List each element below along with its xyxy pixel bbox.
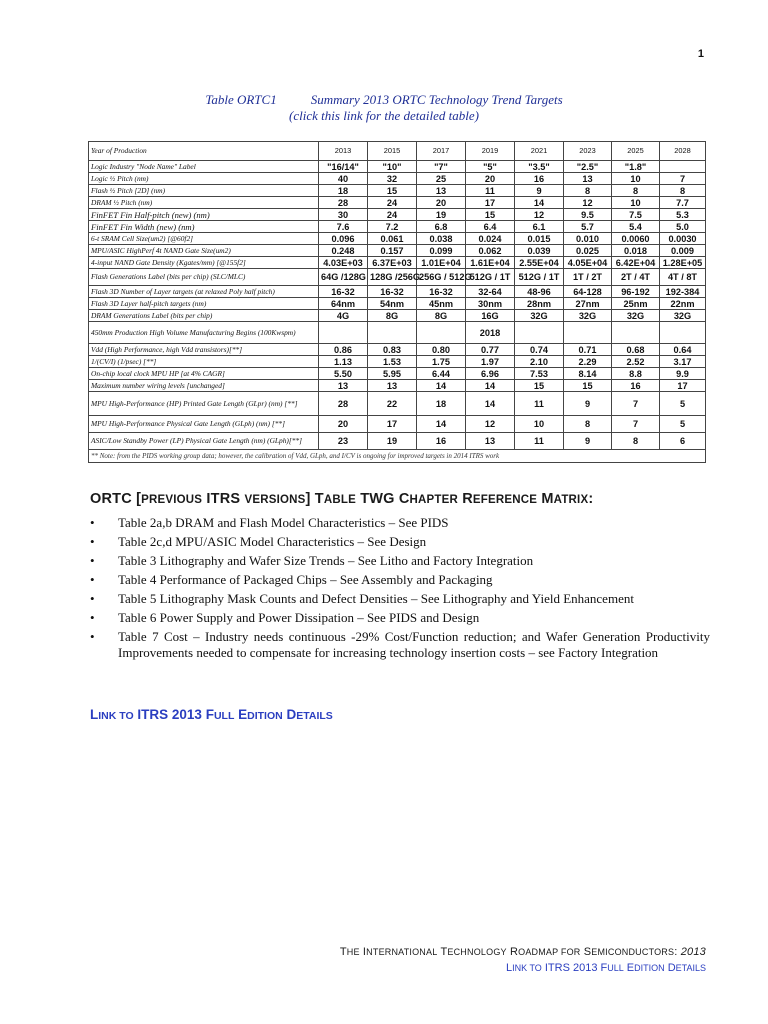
table-cell: "3.5" (515, 161, 564, 173)
row-label: 4-input NAND Gate Density (Kgates/mm) [@155f2] (89, 257, 319, 269)
table-cell: 8 (564, 416, 612, 433)
table-cell: 4.05E+04 (564, 257, 612, 269)
table-cell: 0.0030 (660, 233, 706, 245)
table-row (89, 221, 706, 233)
table-cell: 1.28E+05 (660, 257, 706, 269)
table-cell: 0.157 (368, 245, 417, 257)
table-cell: 12 (515, 209, 564, 221)
table-cell: 0.68 (612, 344, 660, 356)
table-cell: 14 (466, 392, 515, 416)
table-cell: 10 (515, 416, 564, 433)
row-label: FinFET Fin Width (new) (nm) (89, 221, 319, 233)
table-cell (660, 161, 706, 173)
table-cell: 512G / 1T (515, 269, 564, 286)
table-cell: 2.55E+04 (515, 257, 564, 269)
row-label: Flash Generations Label (bits per chip) (SLC/MLC) (89, 269, 319, 286)
table-cell: 0.096 (319, 233, 368, 245)
table-cell: 0.009 (660, 245, 706, 257)
row-label: Vdd (High Performance, high Vdd transistors)[**] (89, 344, 319, 356)
year-cell: 2017 (417, 142, 466, 161)
table-row (89, 433, 706, 450)
table-cell: 9 (564, 392, 612, 416)
table-cell: 256G / 512G (417, 269, 466, 286)
table-cell: 12 (564, 197, 612, 209)
table-cell: 32 (368, 173, 417, 185)
table-cell: 0.039 (515, 245, 564, 257)
table-cell: 27nm (564, 298, 612, 310)
table-cell: "2.5" (564, 161, 612, 173)
table-cell: 5.0 (660, 221, 706, 233)
table-cell: 19 (368, 433, 417, 450)
table-cell: 20 (466, 173, 515, 185)
table-cell (660, 322, 706, 344)
list-item: • Table 5 Lithography Mask Counts and Defect Densities – See Lithography and Yield Enhancement (90, 589, 710, 608)
table-cell: 64G /128G (319, 269, 368, 286)
table-cell: "10" (368, 161, 417, 173)
table-cell: 20 (417, 197, 466, 209)
table-header-row (89, 142, 706, 161)
table-cell: "5" (466, 161, 515, 173)
table-cell: 54nm (368, 298, 417, 310)
table-cell: 9.5 (564, 209, 612, 221)
table-cell: 14 (515, 197, 564, 209)
table-cell: 96-192 (612, 286, 660, 298)
table-cell: 1.13 (319, 356, 368, 368)
table-row (89, 344, 706, 356)
table-cell: 2018 (466, 322, 515, 344)
table-cell: 8 (660, 185, 706, 197)
table-cell: 3.17 (660, 356, 706, 368)
table-cell: 20 (319, 416, 368, 433)
table-cell: 16-32 (417, 286, 466, 298)
table-row (89, 356, 706, 368)
table-cell: 13 (319, 380, 368, 392)
table-cell: 32G (515, 310, 564, 322)
table-cell: 22 (368, 392, 417, 416)
table-cell: 8G (368, 310, 417, 322)
table-cell: 0.0060 (612, 233, 660, 245)
table-cell (368, 322, 417, 344)
table-row (89, 368, 706, 380)
table-cell: 40 (319, 173, 368, 185)
table-cell: 5 (660, 392, 706, 416)
table-cell: 28nm (515, 298, 564, 310)
table-cell: 7.6 (319, 221, 368, 233)
table-cell: 19 (417, 209, 466, 221)
table-cell (612, 322, 660, 344)
table-cell: 16 (417, 433, 466, 450)
table-cell: 6.96 (466, 368, 515, 380)
table-cell: 0.061 (368, 233, 417, 245)
table-cell: 0.71 (564, 344, 612, 356)
table-note-row (89, 450, 706, 463)
table-cell: 16-32 (368, 286, 417, 298)
table-row (89, 209, 706, 221)
table-cell: 5.4 (612, 221, 660, 233)
table-cell: 9.9 (660, 368, 706, 380)
table-cell: 64-128 (564, 286, 612, 298)
table-row (89, 286, 706, 298)
table-cell: 17 (466, 197, 515, 209)
table-cell: 15 (466, 209, 515, 221)
table-cell: 25nm (612, 298, 660, 310)
row-label: MPU High-Performance Physical Gate Length (GLph) (nm) [**] (89, 416, 319, 433)
table-cell: 1.97 (466, 356, 515, 368)
table-cell: 7.53 (515, 368, 564, 380)
table-cell: 28 (319, 392, 368, 416)
table-cell: 1.75 (417, 356, 466, 368)
table-cell: 30nm (466, 298, 515, 310)
row-label: FinFET Fin Half-pitch (new) (nm) (89, 209, 319, 221)
table-cell: 0.83 (368, 344, 417, 356)
year-label: Year of Production (89, 142, 319, 161)
table-cell: 8.14 (564, 368, 612, 380)
table-cell: 14 (417, 380, 466, 392)
itrs-full-edition-link[interactable]: LINK TO ITRS 2013 FULL EDITION DETAILS (90, 707, 333, 722)
reference-list (90, 513, 710, 661)
table-cell: 8G (417, 310, 466, 322)
table-cell: 0.062 (466, 245, 515, 257)
table-cell: 0.64 (660, 344, 706, 356)
table-cell: 1.61E+04 (466, 257, 515, 269)
table-cell: 32G (564, 310, 612, 322)
table-cell: 0.248 (319, 245, 368, 257)
table-row (89, 310, 706, 322)
table-cell: 32-64 (466, 286, 515, 298)
table-cell: 28 (319, 197, 368, 209)
table-row (89, 233, 706, 245)
row-label: MPU High-Performance (HP) Printed Gate Length (GLpr) (nm) [**] (89, 392, 319, 416)
table-cell: 6.4 (466, 221, 515, 233)
row-label: On-chip local clock MPU HP [at 4% CAGR] (89, 368, 319, 380)
year-cell: 2028 (660, 142, 706, 161)
table-row (89, 298, 706, 310)
row-label: MPU/ASIC HighPerf 4t NAND Gate Size(um2) (89, 245, 319, 257)
row-label: 6-t SRAM Cell Size(um2) [@60f2] (89, 233, 319, 245)
table-cell: 6.42E+04 (612, 257, 660, 269)
table-cell: 6.37E+03 (368, 257, 417, 269)
table-cell: 10 (612, 197, 660, 209)
table-row (89, 380, 706, 392)
table-cell: 0.024 (466, 233, 515, 245)
table-cell: 11 (515, 392, 564, 416)
table-cell: 1T / 2T (564, 269, 612, 286)
table-cell: 128G /256G (368, 269, 417, 286)
table-cell: 13 (466, 433, 515, 450)
table-title-link[interactable]: (click this link for the detailed table) (289, 108, 479, 123)
list-item: • Table 7 Cost – Industry needs continuous -29% Cost/Function reduction; and Wafer Generation Productivity Improvements needed to compensate for increasing technology insertion costs – see Factory Integration (90, 629, 710, 661)
list-item: • Table 2c,d MPU/ASIC Model Characteristics – See Design (90, 532, 710, 551)
table-cell: 16G (466, 310, 515, 322)
table-cell: 24 (368, 197, 417, 209)
table-cell: 5.7 (564, 221, 612, 233)
list-item: • Table 6 Power Supply and Power Dissipation – See PIDS and Design (90, 608, 710, 627)
table-cell: 6.1 (515, 221, 564, 233)
table-cell: 30 (319, 209, 368, 221)
table-cell: 15 (564, 380, 612, 392)
row-label: Logic ½ Pitch (nm) (89, 173, 319, 185)
year-cell: 2025 (612, 142, 660, 161)
table-title-text: Summary 2013 ORTC Technology Trend Targets (310, 92, 563, 107)
table-cell: 17 (368, 416, 417, 433)
table-cell: 0.80 (417, 344, 466, 356)
table-cell: 11 (515, 433, 564, 450)
year-cell: 2021 (515, 142, 564, 161)
table-row (89, 269, 706, 286)
table-cell: 2.29 (564, 356, 612, 368)
table-cell: 23 (319, 433, 368, 450)
table-cell: 6.8 (417, 221, 466, 233)
table-cell: 25 (417, 173, 466, 185)
table-cell: 32G (660, 310, 706, 322)
table-cell: 13 (564, 173, 612, 185)
table-cell: 0.77 (466, 344, 515, 356)
table-cell: 64nm (319, 298, 368, 310)
table-cell: 0.025 (564, 245, 612, 257)
table-cell: 5.50 (319, 368, 368, 380)
year-cell: 2019 (466, 142, 515, 161)
table-cell: 0.099 (417, 245, 466, 257)
table-row (89, 245, 706, 257)
table-cell: 15 (368, 185, 417, 197)
table-cell: 0.018 (612, 245, 660, 257)
list-item: • Table 4 Performance of Packaged Chips – See Assembly and Packaging (90, 570, 710, 589)
reference-matrix-heading: ORTC [PREVIOUS ITRS VERSIONS] TABLE TWG CHAPTER REFERENCE MATRIX: (90, 491, 594, 507)
table-cell: 0.010 (564, 233, 612, 245)
table-cell: 2T / 4T (612, 269, 660, 286)
table-row (89, 185, 706, 197)
table-cell: 8 (612, 185, 660, 197)
table-cell: 8 (612, 433, 660, 450)
year-cell: 2013 (319, 142, 368, 161)
ortc-table (88, 141, 706, 463)
table-cell: 7.5 (612, 209, 660, 221)
table-row (89, 161, 706, 173)
table-cell: 18 (319, 185, 368, 197)
table-cell: 16 (612, 380, 660, 392)
table-id: Table ORTC1 (205, 92, 277, 107)
year-cell: 2023 (564, 142, 612, 161)
table-cell: 22nm (660, 298, 706, 310)
table-cell: 0.86 (319, 344, 368, 356)
table-cell: "16/14" (319, 161, 368, 173)
row-label: Flash 3D Layer half-pitch targets (nm) (89, 298, 319, 310)
table-cell: 7.7 (660, 197, 706, 209)
table-cell (564, 322, 612, 344)
table-cell: 2.52 (612, 356, 660, 368)
table-row (89, 257, 706, 269)
table-cell: 17 (660, 380, 706, 392)
page-number: 1 (697, 48, 704, 60)
row-label: ASIC/Low Standby Power (LP) Physical Gate Length (nm) (GLph)[**] (89, 433, 319, 450)
table-cell: 2.10 (515, 356, 564, 368)
table-cell: 11 (466, 185, 515, 197)
list-item: • Table 2a,b DRAM and Flash Model Characteristics – See PIDS (90, 513, 710, 532)
table-cell: 6 (660, 433, 706, 450)
table-cell: 24 (368, 209, 417, 221)
table-cell: 1.53 (368, 356, 417, 368)
table-cell: "7" (417, 161, 466, 173)
table-cell (319, 322, 368, 344)
row-label: Flash ½ Pitch [2D] (nm) (89, 185, 319, 197)
row-label: DRAM Generations Label (bits per chip) (89, 310, 319, 322)
table-cell: 8 (564, 185, 612, 197)
table-cell: 45nm (417, 298, 466, 310)
table-cell: 13 (417, 185, 466, 197)
table-cell: 0.74 (515, 344, 564, 356)
table-row (89, 197, 706, 209)
table-cell: 10 (612, 173, 660, 185)
row-label: 450mm Production High Volume Manufacturing Begins (100Kwspm) (89, 322, 319, 344)
table-cell: 0.038 (417, 233, 466, 245)
year-cell: 2015 (368, 142, 417, 161)
table-cell: 32G (612, 310, 660, 322)
table-cell: 48-96 (515, 286, 564, 298)
table-cell: 7 (612, 416, 660, 433)
table-cell: 512G / 1T (466, 269, 515, 286)
table-cell: 192-384 (660, 286, 706, 298)
table-row (89, 416, 706, 433)
table-note: ** Note: from the PIDS working group data; however, the calibration of Vdd, GLph, and I/CV is ongoing for improved targets in 2014 ITRS work (89, 450, 706, 463)
table-cell: 16 (515, 173, 564, 185)
table-cell: 15 (515, 380, 564, 392)
table-cell: 13 (368, 380, 417, 392)
table-cell: 5.95 (368, 368, 417, 380)
footer-link[interactable]: LINK TO ITRS 2013 FULL EDITION DETAILS (505, 962, 706, 974)
table-cell: 5.3 (660, 209, 706, 221)
table-cell (515, 322, 564, 344)
table-cell: 9 (564, 433, 612, 450)
row-label: Maximum number wiring levels [unchanged] (89, 380, 319, 392)
table-cell: 0.015 (515, 233, 564, 245)
table-cell: 18 (417, 392, 466, 416)
table-row (89, 392, 706, 416)
table-cell: 7 (660, 173, 706, 185)
table-cell: 7.2 (368, 221, 417, 233)
table-cell: 9 (515, 185, 564, 197)
table-row (89, 173, 706, 185)
row-label: Logic Industry "Node Name" Label (89, 161, 319, 173)
row-label: DRAM ½ Pitch (nm) (89, 197, 319, 209)
row-label: 1/(CV/I) (1/psec) [**] (89, 356, 319, 368)
table-cell: 12 (466, 416, 515, 433)
footer-title: THE INTERNATIONAL TECHNOLOGY ROADMAP FOR SEMICONDUCTORS: 2013 (339, 946, 706, 958)
table-cell: 14 (466, 380, 515, 392)
row-label: Flash 3D Number of Layer targets (at relaxed Poly half pitch) (89, 286, 319, 298)
list-item: • Table 3 Lithography and Wafer Size Trends – See Litho and Factory Integration (90, 551, 710, 570)
table-cell: 1.01E+04 (417, 257, 466, 269)
table-cell: 16-32 (319, 286, 368, 298)
table-cell: 4.03E+03 (319, 257, 368, 269)
table-cell: 6.44 (417, 368, 466, 380)
table-cell: "1.8" (612, 161, 660, 173)
table-cell (417, 322, 466, 344)
table-title[interactable] (0, 92, 768, 108)
table-cell: 5 (660, 416, 706, 433)
table-cell: 4G (319, 310, 368, 322)
table-cell: 4T / 8T (660, 269, 706, 286)
table-cell: 7 (612, 392, 660, 416)
table-row (89, 322, 706, 344)
table-cell: 14 (417, 416, 466, 433)
table-cell: 8.8 (612, 368, 660, 380)
